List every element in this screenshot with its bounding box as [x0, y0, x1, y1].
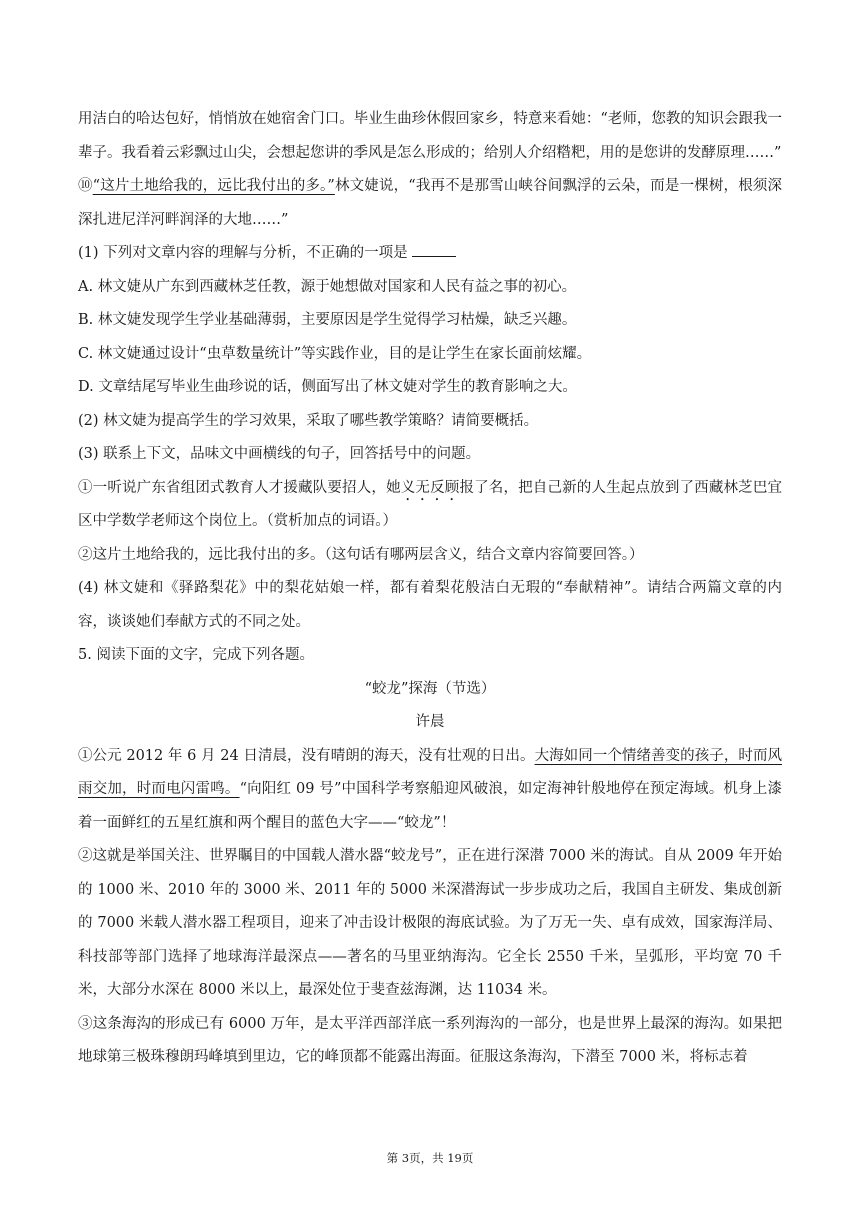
question-3	[78, 438, 782, 472]
question-text: (3) 联系上下文，品味文中画横线的句子，回答括号中的问题。	[78, 446, 481, 462]
question-3-sub-2	[78, 539, 782, 573]
option-text: B. 林文婕发现学生学业基础薄弱，主要原因是学生觉得学习枯燥，缺乏兴趣。	[78, 312, 577, 328]
question-text: (2) 林文婕为提高学生的学习效果，采取了哪些教学策略？请简要概括。	[78, 412, 539, 429]
article-paragraph-2	[78, 840, 782, 1008]
sub-question-text: 报了名，把自己新的人生起点放到了西藏林芝巴宜区中学数学老师这个岗位上。（赏析加点的词语。）	[78, 479, 783, 529]
paragraph-text: ③这条海沟的形成已有 6000 万年，是太平洋西部洋底一系列海沟的一部分，也是世界上最深的海沟。如果把地球第三极珠穆朗玛峰填到里边，它的峰顶都不能露出海面。征服这条海沟，下潜至 7000 米，将标志着	[78, 1015, 782, 1065]
article-author	[78, 706, 782, 740]
paragraph-number: ⑩	[78, 178, 93, 194]
option-text: C. 林文婕通过设计“虫草数量统计”等实践作业，目的是让学生在家长面前炫耀。	[78, 345, 592, 362]
question-1	[78, 237, 782, 271]
author-text: 许晨	[415, 714, 445, 730]
question-text: (1) 下列对文章内容的理解与分析，不正确的一项是	[78, 245, 408, 261]
passage-paragraph-10	[78, 170, 782, 237]
sub-question-text: ②这片土地给我的，远比我付出的多。（这句话有哪两层含义，结合文章内容简要回答。）	[78, 546, 644, 563]
paragraph-text: ①公元 2012 年 6 月 24 日清晨，没有晴朗的海天，没有壮观的日出。	[78, 747, 535, 764]
page-content	[78, 103, 782, 1075]
dotted-phrase: 义无反顾	[400, 479, 460, 496]
title-text: “蛟龙”探海（节选）	[364, 680, 496, 697]
question-3-sub-1	[78, 472, 782, 539]
page-number: 第 3页，共 19页	[386, 1151, 474, 1165]
passage-paragraph-9-tail	[78, 103, 782, 170]
question-5-intro	[78, 639, 782, 673]
paragraph-text: 林文婕说，“我再不是那雪山峡谷间飘浮的云朵，而是一棵树，根须深深扎进尼洋河畔润泽的大地……”	[78, 178, 782, 228]
answer-blank	[412, 242, 456, 257]
paragraph-text: 用洁白的哈达包好，悄悄放在她宿舍门口。毕业生曲珍休假回家乡，特意来看她：“老师，您教的知识会跟我一辈子。我看着云彩飘过山尖，会想起您讲的季风是怎么形成的；给别人介绍糌粑，用的是您讲的发酵原理……”	[78, 111, 782, 161]
underlined-sentence: “这片土地给我的，远比我付出的多。”	[92, 178, 335, 194]
option-text: D. 文章结尾写毕业生曲珍说的话，侧面写出了林文婕对学生的教育影响之大。	[78, 379, 577, 395]
article-title	[78, 673, 782, 707]
sub-question-text: ①一听说广东省组团式教育人才援藏队要招人，她	[78, 479, 401, 496]
option-c	[78, 338, 782, 372]
question-text: (4) 林文婕和《驿路梨花》中的梨花姑娘一样，都有着梨花般洁白无瑕的“奉献精神”。请结合两篇文章的内容，谈谈她们奉献方式的不同之处。	[78, 580, 782, 630]
page-footer	[0, 1150, 860, 1166]
option-d	[78, 371, 782, 405]
paragraph-text: “向阳红 09 号”中国科学考察船迎风破浪，如定海神针般地停在预定海域。机身上漆着一面鲜红的五星红旗和两个醒目的蓝色大字——“蛟龙”！	[78, 781, 782, 831]
question-text: 5. 阅读下面的文字，完成下列各题。	[78, 647, 314, 663]
question-2	[78, 405, 782, 439]
underlined-sentence: 大海如同一个情绪善变的孩子，时而风雨交加，时而电闪雷鸣。	[78, 747, 783, 797]
option-a	[78, 271, 782, 305]
article-paragraph-1	[78, 740, 782, 841]
article-paragraph-3	[78, 1008, 782, 1075]
question-4	[78, 572, 782, 639]
option-text: A. 林文婕从广东到西藏林芝任教，源于她想做对国家和人民有益之事的初心。	[78, 278, 577, 295]
option-b	[78, 304, 782, 338]
paragraph-text: ②这就是举国关注、世界瞩目的中国载人潜水器“蛟龙号”，正在进行深潜 7000 米的海试。自从 2009 年开始的 1000 米、2010 年的 3000 米、2011 年的 5000 米深潜海试一步步成功之后，我国自主研发、集成创新的 7000 米载人潜水器工程项目，迎来了冲击设计极限的海底试验。为了万无一失、卓有成效，国家海洋局、科技部等部门选择了地球海洋最深点——著名的马里亚纳海沟。它全长 2550 千米，呈弧形，平均宽 70 千米，大部分水深在 8000 米以上，最深处位于斐查兹海渊，达 11034 米。	[78, 848, 782, 998]
